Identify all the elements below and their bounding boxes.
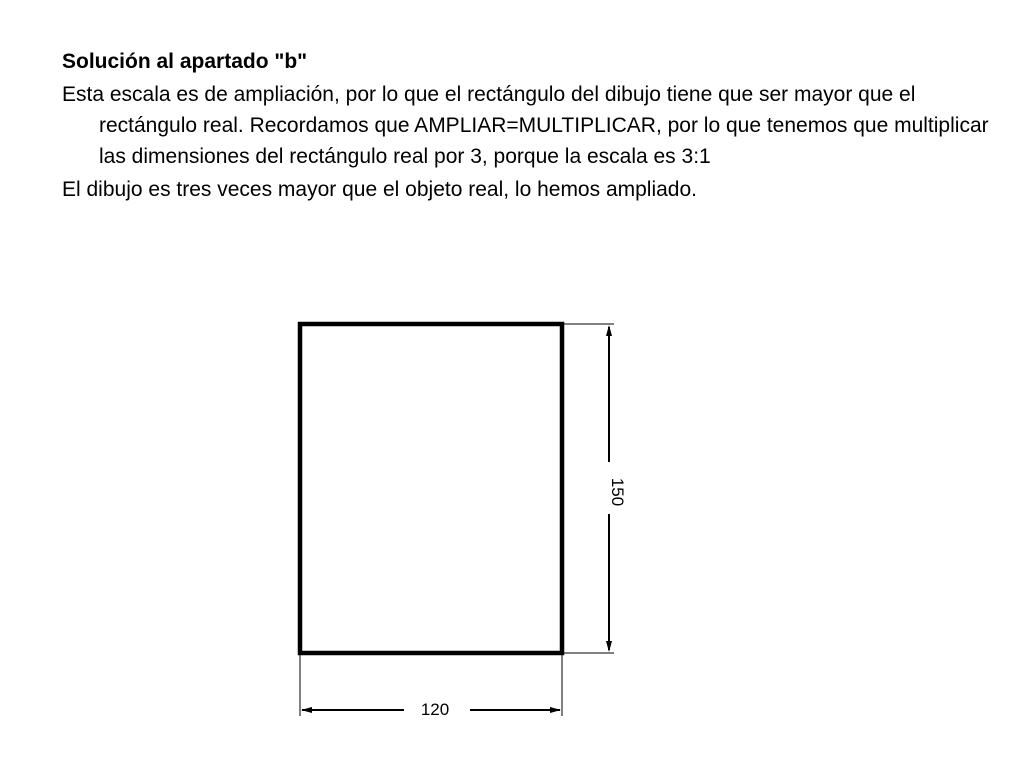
width-arrow-right: [550, 707, 561, 713]
height-arrow-bottom: [606, 641, 612, 652]
section-heading: Solución al apartado "b": [62, 50, 308, 73]
width-label: 120: [420, 700, 450, 719]
height-label: 150: [608, 477, 627, 507]
scaled-rectangle: [300, 324, 562, 653]
width-arrow-left: [301, 707, 312, 713]
explanation-paragraph: Esta escala es de ampliación, por lo que el rectángulo del dibujo tiene que ser mayor que el rectángulo real. Recordamos que AMPLIAR=MULTIPLICAR, por lo que tenemos que multiplicar las dimensiones del rectángulo real por 3, porque la escala es 3:1: [62, 83, 989, 168]
width-dimension: [300, 653, 562, 719]
conclusion-paragraph: El dibujo es tres veces mayor que el objeto real, lo hemos ampliado.: [62, 178, 698, 201]
height-arrow-top: [606, 325, 612, 336]
height-dimension: [562, 324, 627, 653]
